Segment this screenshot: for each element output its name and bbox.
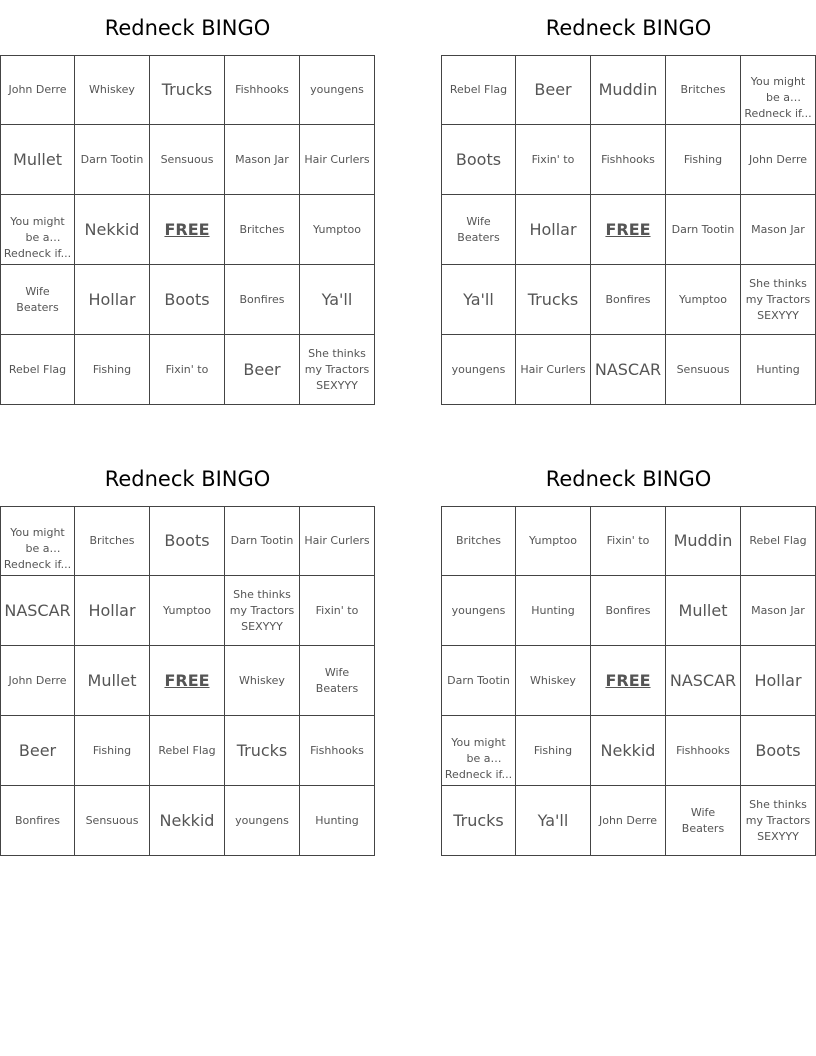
bingo-cell	[225, 55, 300, 125]
bingo-cell	[225, 335, 300, 405]
bingo-cell	[75, 55, 150, 125]
bingo-cell	[0, 576, 75, 646]
bingo-cell	[741, 576, 816, 646]
cell-label: Nekkid	[159, 810, 215, 830]
bingo-cell	[741, 786, 816, 856]
bingo-cell	[75, 195, 150, 265]
cell-label: NASCAR	[594, 359, 662, 379]
card-title: Redneck BINGO	[104, 467, 271, 491]
bingo-cell	[441, 716, 516, 786]
cell-label: Mullet	[678, 600, 728, 620]
cell-label: John Derre	[8, 83, 67, 96]
bingo-cell	[441, 265, 516, 335]
bingo-cell	[0, 125, 75, 195]
bingo-cell	[300, 335, 375, 405]
cell-label: Boots	[164, 531, 210, 550]
cell-label: Bonfires	[15, 813, 60, 827]
bingo-cell	[0, 265, 75, 335]
bingo-cell	[75, 576, 150, 646]
bingo-cell	[150, 716, 225, 786]
cell-label: youngens	[451, 362, 506, 376]
cell-label: Trucks	[236, 740, 288, 760]
bingo-grid	[0, 55, 375, 405]
cell-label: NASCAR	[4, 600, 71, 620]
bingo-cell	[741, 125, 816, 195]
cell-label: Rebel Flag	[449, 83, 508, 96]
bingo-cell	[75, 125, 150, 195]
bingo-cell	[75, 716, 150, 786]
cell-label: Hunting	[531, 603, 575, 617]
cell-label: Boots	[755, 740, 801, 760]
bingo-cell	[150, 55, 225, 125]
cell-label: She thinks my Tractors SEXYYY	[745, 797, 811, 843]
free-space-label: FREE	[605, 670, 651, 690]
card-title: Redneck BINGO	[545, 16, 712, 40]
bingo-cell	[225, 576, 300, 646]
cell-label: Fishing	[92, 362, 132, 376]
bingo-cell	[591, 195, 666, 265]
bingo-cell	[300, 576, 375, 646]
bingo-cell	[150, 335, 225, 405]
cell-label: Fishhooks	[310, 743, 364, 757]
bingo-cell	[441, 576, 516, 646]
bingo-grid	[441, 55, 816, 405]
bingo-cell	[741, 195, 816, 265]
card-title: Redneck BINGO	[545, 467, 712, 491]
bingo-cell	[0, 646, 75, 716]
bingo-cell	[0, 335, 75, 405]
cell-label: Fishing	[533, 743, 573, 757]
bingo-cell	[225, 125, 300, 195]
bingo-cell	[441, 646, 516, 716]
cell-label: Hollar	[754, 670, 802, 690]
cell-label: Ya'll	[463, 289, 494, 309]
bingo-cell	[591, 646, 666, 716]
cell-label: Mullet	[87, 670, 137, 690]
cell-label: Bonfires	[605, 603, 651, 617]
cell-label: Beer	[18, 740, 57, 760]
bingo-cell	[0, 716, 75, 786]
bingo-cell	[666, 265, 741, 335]
cell-label: Mullet	[13, 149, 62, 169]
cell-label: John Derre	[748, 152, 808, 166]
cell-label: Hollar	[529, 219, 577, 239]
cell-label: Fishhooks	[601, 152, 655, 166]
bingo-cell	[300, 786, 375, 856]
bingo-cell	[591, 576, 666, 646]
cell-label: Fixin' to	[531, 152, 575, 166]
bingo-cell	[150, 576, 225, 646]
bingo-cell	[150, 265, 225, 335]
cell-label: Beer	[243, 359, 281, 379]
bingo-cell	[225, 786, 300, 856]
bingo-cell	[741, 265, 816, 335]
cell-label: Sensuous	[676, 362, 730, 376]
cell-label: Wife Beaters	[16, 284, 59, 314]
bingo-cell	[300, 646, 375, 716]
bingo-cell	[666, 646, 741, 716]
cell-label: NASCAR	[669, 670, 737, 690]
cell-label: Trucks	[453, 810, 504, 830]
cell-label: Bonfires	[239, 292, 285, 306]
cell-label: You might be a Redneck if...	[444, 735, 513, 781]
bingo-cell	[441, 506, 516, 576]
bingo-cell	[666, 125, 741, 195]
cell-label: Hunting	[756, 362, 800, 376]
cell-label: She thinks my Tractors SEXYYY	[229, 587, 295, 633]
bingo-cell	[666, 716, 741, 786]
bingo-cell	[741, 506, 816, 576]
cell-label: John Derre	[8, 673, 67, 687]
cell-label: Ya'll	[537, 810, 569, 830]
cell-label: John Derre	[598, 813, 658, 827]
cell-label: Yumptoo	[313, 222, 361, 236]
bingo-cell	[225, 195, 300, 265]
cell-label: Mason Jar	[235, 152, 289, 166]
bingo-card-4	[441, 451, 816, 856]
cell-label: Fishhooks	[676, 743, 730, 757]
bingo-cell	[591, 786, 666, 856]
cell-label: Darn Tootin	[671, 222, 735, 236]
bingo-cell	[666, 335, 741, 405]
cell-label: Darn Tootin	[447, 673, 510, 687]
bingo-card-1	[0, 0, 375, 405]
cell-label: Hollar	[88, 600, 136, 620]
bingo-cell	[150, 506, 225, 576]
bingo-cell	[225, 716, 300, 786]
cell-label: Hair Curlers	[520, 362, 586, 376]
cell-label: Fixin' to	[315, 603, 359, 617]
bingo-cell	[666, 195, 741, 265]
bingo-cell	[75, 506, 150, 576]
bingo-cell	[150, 786, 225, 856]
bingo-cell	[516, 55, 591, 125]
cell-label: Wife Beaters	[315, 665, 359, 695]
bingo-cell	[441, 55, 516, 125]
bingo-cell	[75, 786, 150, 856]
cell-label: Yumptoo	[679, 292, 727, 306]
bingo-cell	[516, 195, 591, 265]
cell-label: Britches	[89, 534, 135, 547]
bingo-cell	[300, 265, 375, 335]
bingo-cell	[591, 125, 666, 195]
bingo-cell	[300, 55, 375, 125]
cell-label: youngens	[235, 813, 289, 827]
bingo-cell	[300, 506, 375, 576]
bingo-grid	[441, 506, 816, 856]
cell-label: You might be a Redneck if...	[3, 526, 72, 571]
bingo-cell	[75, 265, 150, 335]
cell-label: Hunting	[315, 813, 359, 827]
cell-label: Ya'll	[321, 289, 353, 309]
bingo-cell	[0, 195, 75, 265]
bingo-grid	[0, 506, 375, 856]
cell-label: Bonfires	[605, 292, 651, 306]
bingo-cell	[150, 646, 225, 716]
cell-label: Mason Jar	[751, 222, 805, 236]
bingo-cell	[591, 335, 666, 405]
cell-label: Fishhooks	[235, 83, 289, 96]
cell-label: She thinks my Tractors SEXYYY	[745, 276, 811, 322]
cell-label: Yumptoo	[163, 603, 211, 617]
bingo-cell	[441, 195, 516, 265]
bingo-cell	[441, 786, 516, 856]
cell-label: Whiskey	[239, 673, 285, 687]
bingo-cell	[225, 506, 300, 576]
bingo-cell	[516, 646, 591, 716]
bingo-card-2	[441, 0, 816, 405]
cell-label: Sensuous	[85, 813, 139, 827]
bingo-cell	[741, 646, 816, 716]
cell-label: Darn Tootin	[80, 152, 144, 166]
cell-label: Nekkid	[84, 219, 140, 239]
bingo-card-3	[0, 451, 375, 856]
cell-label: Muddin	[598, 80, 658, 99]
cell-label: youngens	[310, 83, 364, 96]
card-title: Redneck BINGO	[104, 16, 271, 40]
bingo-cell	[666, 576, 741, 646]
bingo-cell	[300, 716, 375, 786]
free-space-label: FREE	[164, 670, 210, 690]
bingo-cell	[516, 576, 591, 646]
bingo-cell	[741, 55, 816, 125]
cell-label: Beer	[534, 80, 572, 99]
cell-label: Fishing	[683, 152, 723, 166]
bingo-cell	[591, 55, 666, 125]
cell-label: Whiskey	[89, 83, 135, 96]
cell-label: Whiskey	[530, 673, 576, 687]
cell-label: Darn Tootin	[230, 534, 294, 547]
bingo-cell	[666, 55, 741, 125]
cell-label: Yumptoo	[529, 534, 577, 547]
bingo-cell	[441, 125, 516, 195]
cell-label: Britches	[680, 83, 726, 96]
bingo-cell	[741, 716, 816, 786]
cell-label: Rebel Flag	[749, 534, 807, 547]
cell-label: Wife Beaters	[457, 214, 500, 244]
bingo-cell	[300, 125, 375, 195]
bingo-cell	[516, 506, 591, 576]
bingo-cell	[516, 716, 591, 786]
bingo-cell	[591, 506, 666, 576]
free-space-label: FREE	[605, 219, 651, 239]
cell-label: Wife Beaters	[681, 805, 725, 835]
bingo-cell	[591, 716, 666, 786]
free-space-label: FREE	[164, 219, 210, 239]
bingo-cell	[0, 786, 75, 856]
bingo-cell	[516, 335, 591, 405]
cell-label: Trucks	[527, 289, 579, 309]
bingo-cell	[441, 335, 516, 405]
cell-label: She thinks my Tractors SEXYYY	[304, 346, 370, 392]
bingo-cell	[0, 506, 75, 576]
cell-label: Mason Jar	[751, 603, 805, 617]
bingo-cell	[741, 335, 816, 405]
cell-label: Nekkid	[600, 740, 656, 760]
cell-label: Rebel Flag	[8, 362, 67, 376]
bingo-cell	[666, 506, 741, 576]
cell-label: Rebel Flag	[158, 743, 216, 757]
bingo-cell	[666, 786, 741, 856]
cell-label: Boots	[455, 149, 502, 169]
cell-label: Trucks	[161, 80, 213, 99]
bingo-cell	[225, 646, 300, 716]
bingo-cell	[150, 125, 225, 195]
bingo-cell	[225, 265, 300, 335]
cell-label: Sensuous	[160, 152, 214, 166]
cell-label: Britches	[239, 222, 285, 236]
bingo-cell	[516, 786, 591, 856]
cell-label: youngens	[451, 603, 506, 617]
cell-label: Fishing	[92, 743, 132, 757]
bingo-cell	[591, 265, 666, 335]
cell-label: Hair Curlers	[304, 152, 370, 166]
bingo-cell	[300, 195, 375, 265]
cell-label: Fixin' to	[606, 534, 650, 547]
bingo-cell	[0, 55, 75, 125]
cell-label: Hollar	[88, 289, 136, 309]
cell-label: Muddin	[673, 531, 733, 550]
cell-label: Hair Curlers	[304, 534, 370, 547]
cell-label: Fixin' to	[165, 362, 209, 376]
cell-label: Boots	[164, 289, 210, 309]
bingo-cell	[75, 646, 150, 716]
bingo-cell	[75, 335, 150, 405]
cell-label: You might be a Redneck if...	[744, 75, 812, 120]
bingo-cell	[516, 125, 591, 195]
cell-label: Britches	[456, 534, 501, 547]
bingo-cell	[516, 265, 591, 335]
bingo-cell	[150, 195, 225, 265]
cell-label: You might be a Redneck if...	[3, 214, 72, 260]
